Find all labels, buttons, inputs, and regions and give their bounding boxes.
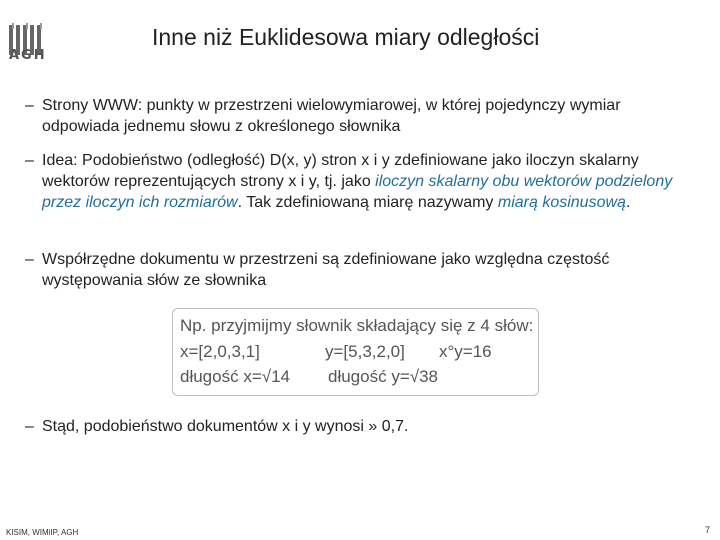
bullet-text: Strony WWW: punkty w przestrzeni wielowymiarowej, w której pojedynczy wymiar odpowiada jednemu słowu z określonego słownika bbox=[42, 97, 621, 135]
bullet-dash: – bbox=[25, 97, 34, 114]
bullet-text-part: Idea: Podobieństwo (odległość) D(x, y) stron x i y zdefiniowane jako iloczyn skalarny wektorów reprezentujących strony x i y, tj. jako bbox=[42, 152, 639, 190]
highlight-definition: iloczyn skalarny obu wektorów podzielony przez iloczyn ich rozmiarów bbox=[42, 173, 673, 211]
bullet-text: Współrzędne dokumentu w przestrzeni są zdefiniowane jako względna częstość występowania słów ze słownika bbox=[42, 251, 610, 289]
bullet-text: Stąd, podobieństwo dokumentów x i y wynosi » 0,7. bbox=[42, 418, 409, 435]
page-number: 7 bbox=[704, 525, 710, 535]
agh-logo-text: AGH bbox=[9, 48, 47, 63]
example-dot-product: x°y=16 bbox=[439, 342, 492, 361]
footer-text: KISIM, WIMiIP, AGH bbox=[6, 528, 79, 537]
bullet-text-part: . Tak zdefiniowaną miarę nazywamy bbox=[237, 194, 498, 211]
bullet-dash: – bbox=[25, 152, 34, 169]
example-vector-x: x=[2,0,3,1] bbox=[180, 342, 260, 361]
example-length-y: długość y=√38 bbox=[328, 367, 438, 386]
slide-title: Inne niż Euklidesowa miary odległości bbox=[152, 24, 540, 50]
bullet-dash: – bbox=[25, 251, 34, 268]
example-box bbox=[172, 308, 539, 396]
example-vector-y: y=[5,3,2,0] bbox=[325, 342, 405, 361]
bullet-text bbox=[42, 150, 693, 213]
bullet-text-part: . bbox=[625, 194, 631, 211]
example-length-x: długość x=√14 bbox=[180, 367, 290, 386]
bullet-dash: – bbox=[25, 418, 34, 435]
example-intro: Np. przyjmijmy słownik składający się z 4 słów: bbox=[180, 316, 534, 335]
highlight-term: miarą kosinusową bbox=[497, 194, 626, 211]
